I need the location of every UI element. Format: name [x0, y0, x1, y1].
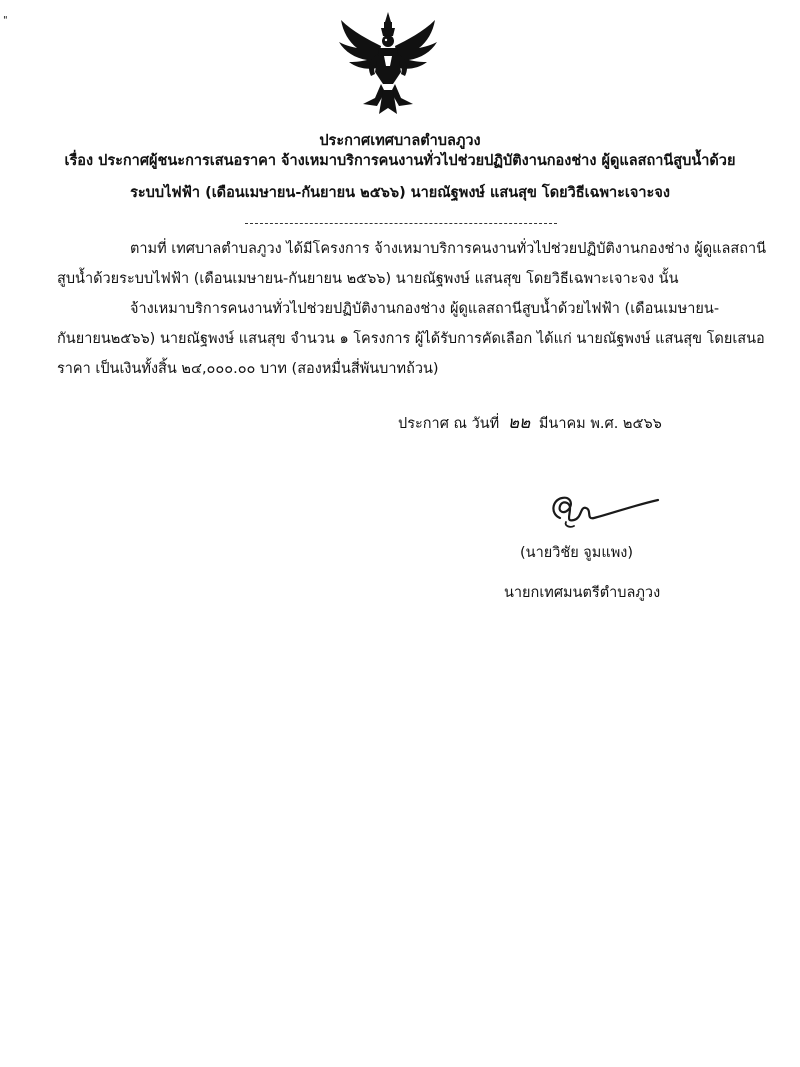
paragraph-1-line-2: สูบน้ำด้วยระบบไฟฟ้า (เดือนเมษายน-กันยายน ๒๕๖๖) นายณัฐพงษ์ แสนสุข โดยวิธีเฉพาะเจาะจง นั้น: [57, 271, 679, 287]
subject-line-1: เรื่อง ประกาศผู้ชนะการเสนอราคา จ้างเหมาบริการคนงานทั่วไปช่วยปฏิบัติงานกองช่าง ผู้ดูแลสถานีสูบน้ำด้วย: [64, 153, 736, 169]
handwritten-signature: [540, 488, 660, 536]
document-title: ประกาศเทศบาลตำบลภูวง: [319, 133, 481, 149]
announcement-prefix: ประกาศ ณ วันที่: [398, 416, 500, 432]
announcement-day: ๒๒: [507, 413, 531, 433]
header-divider: [245, 223, 557, 224]
announcement-month-year: มีนาคม พ.ศ. ๒๕๖๖: [538, 416, 662, 432]
paragraph-2-line-2: กันยายน๒๕๖๖) นายณัฐพงษ์ แสนสุข จำนวน ๑ โครงการ ผู้ได้รับการคัดเลือก ได้แก่ นายณัฐพงษ์ แสนสุข โดยเสนอ: [57, 331, 765, 347]
signatory-position: นายกเทศมนตรีตำบลภูวง: [504, 585, 661, 601]
corner-mark: ": [3, 15, 8, 26]
paragraph-1-line-1: ตามที่ เทศบาลตำบลภูวง ได้มีโครงการ จ้างเหมาบริการคนงานทั่วไปช่วยปฏิบัติงานกองช่าง ผู้ดูแลสถานี: [130, 241, 767, 257]
signatory-name: (นายวิชัย จูมแพง): [520, 545, 633, 561]
subject-line-2: ระบบไฟฟ้า (เดือนเมษายน-กันยายน ๒๕๖๖) นายณัฐพงษ์ แสนสุข โดยวิธีเฉพาะเจาะจง: [130, 185, 670, 201]
paragraph-2-line-3: ราคา เป็นเงินทั้งสิ้น ๒๔,๐๐๐.๐๐ บาท (สองหมื่นสี่พันบาทถ้วน): [57, 361, 439, 377]
announcement-date: [398, 413, 662, 434]
garuda-emblem-icon: [333, 10, 443, 120]
paragraph-2-line-1: จ้างเหมาบริการคนงานทั่วไปช่วยปฏิบัติงานกองช่าง ผู้ดูแลสถานีสูบน้ำด้วยไฟฟ้า (เดือนเมษายน-: [130, 301, 720, 317]
